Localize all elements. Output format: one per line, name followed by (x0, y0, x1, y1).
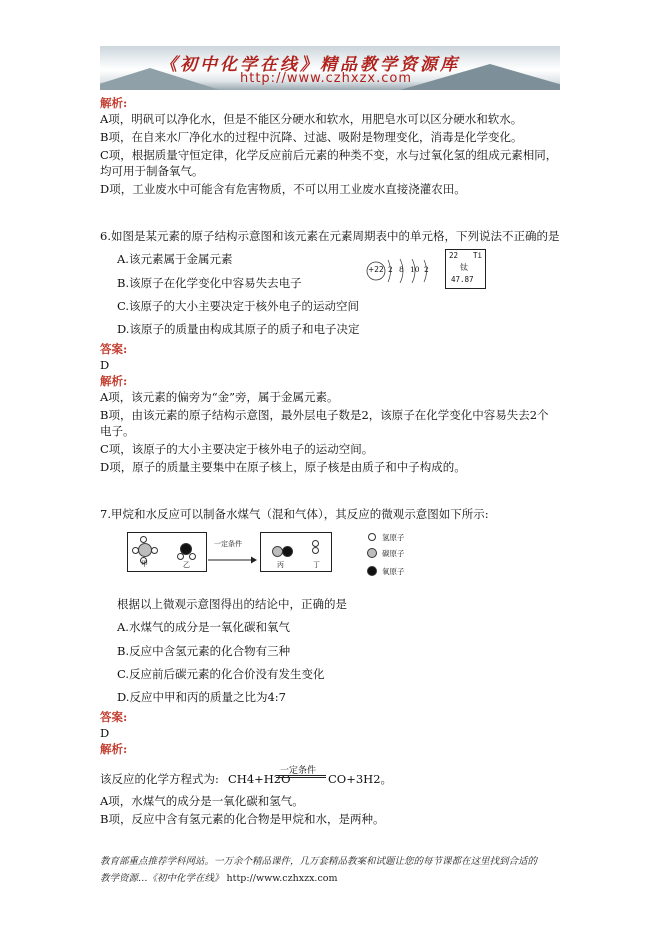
q7-equation-prefix: 该反应的化学方程式为: (100, 772, 219, 786)
hydrogen-legend-icon (368, 533, 376, 541)
q7-option-b: B.反应中含氢元素的化合物有三种 (117, 644, 291, 658)
q6-jiexi-line: B项，由该元素的原子结构示意图，最外层电子数是2，该原子在化学变化中容易失去2个 (100, 408, 549, 422)
oxygen-legend-icon (367, 566, 377, 576)
q7-answer: D (100, 726, 110, 740)
atomic-mass: 47.87 (451, 275, 474, 284)
q7-equation-right: CO+3H2。 (328, 772, 393, 786)
q6-answer: D (100, 358, 110, 372)
shell-count: 2 (388, 265, 393, 274)
shell-count: 10 (410, 265, 420, 274)
element-symbol: Ti (472, 251, 482, 260)
q7-option-c: C.反应前后碳元素的化合价没有发生变化 (117, 667, 325, 681)
reactants-box (127, 532, 207, 572)
q5-jiexi-label: 解析: (100, 96, 128, 110)
q6-option-b: B.该原子在化学变化中容易失去电子 (117, 276, 302, 290)
reaction-arrow (207, 550, 257, 560)
atomic-number: 22 (449, 251, 459, 260)
legend-carbon: 碳原子 (382, 549, 405, 558)
q6-jiexi-line: 电子。 (100, 424, 135, 438)
hydrogen-atom (189, 553, 196, 560)
atom-legend (366, 532, 426, 580)
legend-oxygen: 氧原子 (382, 567, 405, 576)
label-ding: 丁 (313, 561, 320, 569)
q6-option-d: D.该原子的质量由构成其原子的质子和电子决定 (117, 322, 360, 336)
footer-url[interactable]: http://www.czhxzx.com (226, 873, 338, 884)
nucleus-charge: +22 (368, 265, 384, 274)
label-yi: 乙 (183, 561, 190, 569)
q6-jiexi-line: C项，该原子的大小主要决定于核外电子的运动空间。 (100, 442, 374, 456)
hydrogen-atom (151, 547, 158, 554)
label-bing: 丙 (277, 561, 284, 569)
oxygen-atom (282, 546, 293, 557)
q6-answer-label: 答案: (100, 342, 128, 356)
q7-intro: 根据以上微观示意图得出的结论中，正确的是 (117, 597, 347, 611)
q7-option-a: A.水煤气的成分是一氧化碳和氧气 (117, 620, 290, 634)
banner-url[interactable]: http://www.czhxzx.com (240, 71, 412, 86)
atom-structure-diagram (366, 256, 438, 286)
carbon-atom (138, 543, 152, 557)
arrow-condition: 一定条件 (214, 540, 242, 548)
products-box (260, 532, 332, 572)
equation-condition (276, 765, 326, 775)
periodic-table-cell (445, 249, 486, 289)
footer-line-2 (100, 870, 338, 884)
equation-condition-text: 一定条件 (280, 766, 317, 776)
footer-line-1: 教育部重点推荐学科网站。一万余个精品课件，几万套精品教案和试题让您的每节课都在这里找到合适的 (100, 856, 538, 867)
q7-answer-label: 答案: (100, 710, 128, 724)
q7-jiexi-line: B项，反应中含有氢元素的化合物是甲烷和水，是两种。 (100, 812, 385, 826)
footer-prefix: 教学资源…《初中化学在线》 (100, 873, 224, 884)
q6-jiexi-line: A项，该元素的偏旁为“金”旁，属于金属元素。 (100, 390, 339, 404)
shell-count: 8 (399, 265, 404, 274)
q5-line: D项，工业废水中可能含有危害物质，不可以用工业废水直接浇灌农田。 (100, 182, 466, 196)
legend-hydrogen: 氢原子 (382, 533, 405, 542)
q7-jiexi-line: A项，水煤气的成分是一氧化碳和氢气。 (100, 794, 304, 808)
carbon-legend-icon (367, 548, 377, 558)
q7-equation-left: CH4+H2O (228, 772, 291, 786)
label-jia: 甲 (141, 560, 148, 568)
q6-option-c: C.该原子的大小主要决定于核外电子的运动空间 (117, 299, 360, 313)
hydrogen-atom (312, 540, 319, 547)
q5-line: A项，明矾可以净化水，但是不能区分硬水和软水，用肥皂水可以区分硬水和软水。 (100, 112, 523, 126)
q5-line: 均可用于制备氧气。 (100, 164, 204, 178)
q6-stem: 6.如图是某元素的原子结构示意图和该元素在元素周期表中的单元格，下列说法不正确的是 (100, 229, 560, 243)
banner-title: 《初中化学在线》精品教学资源库 (160, 55, 460, 75)
q7-stem: 7.甲烷和水反应可以制备水煤气（混和气体），其反应的微观示意图如下所示: (100, 507, 489, 521)
q6-jiexi-line: D项，原子的质量主要集中在原子核上，原子核是由质子和中子构成的。 (100, 460, 466, 474)
shell-count: 2 (424, 265, 429, 274)
hydrogen-atom (132, 547, 139, 554)
q5-line: C项，根据质量守恒定律，化学反应前后元素的种类不变，水与过氧化氢的组成元素相同， (100, 148, 558, 162)
hydrogen-atom (177, 553, 184, 560)
element-name: 钛 (460, 263, 468, 272)
q6-option-a: A.该元素属于金属元素 (117, 252, 233, 266)
header-banner (100, 46, 560, 90)
q7-jiexi-label: 解析: (100, 742, 128, 756)
q7-option-d: D.反应中甲和丙的质量之比为4:7 (117, 690, 286, 704)
q5-line: B项，在自来水厂净化水的过程中沉降、过滤、吸附是物理变化，消毒是化学变化。 (100, 130, 523, 144)
hydrogen-atom (140, 536, 147, 543)
hydrogen-atom (312, 547, 319, 554)
q6-jiexi-label: 解析: (100, 374, 128, 388)
